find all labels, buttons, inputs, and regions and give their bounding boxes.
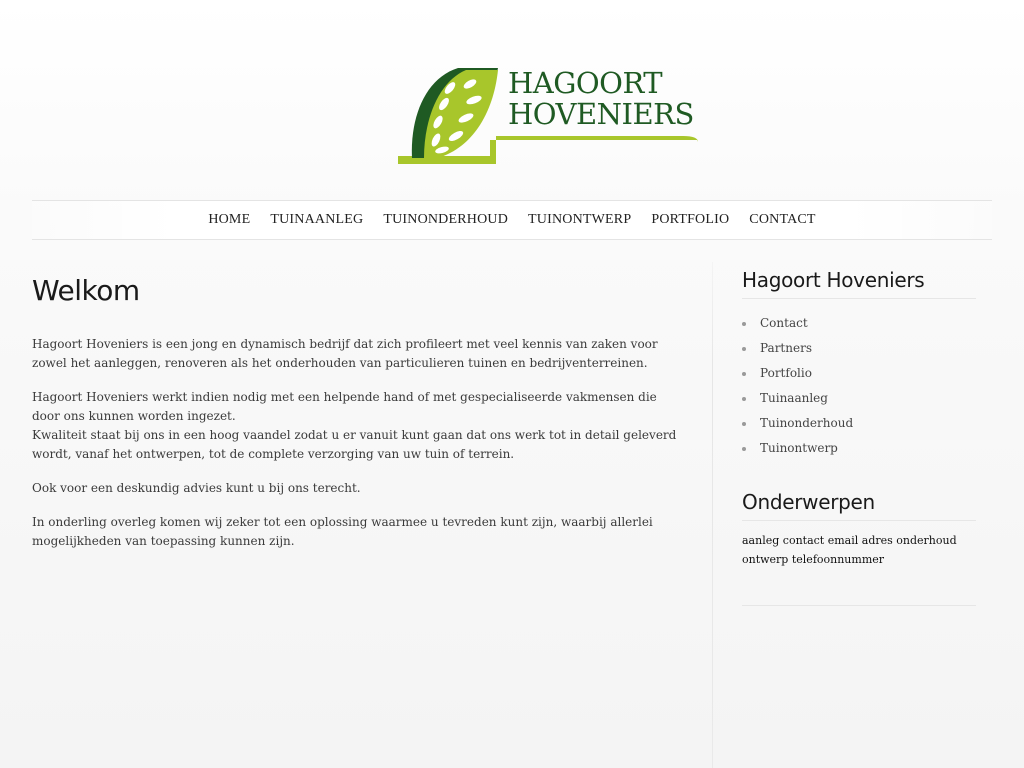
- tag-onderhoud[interactable]: onderhoud: [896, 534, 957, 547]
- bullet-icon: [742, 347, 746, 351]
- page-title: Welkom: [32, 274, 140, 307]
- list-item: [742, 336, 976, 361]
- list-item: [742, 436, 976, 461]
- tag-adres[interactable]: adres: [861, 534, 893, 547]
- bullet-icon: [742, 422, 746, 426]
- nav-tuinaanleg[interactable]: TUINAANLEG: [270, 212, 364, 227]
- main-content: [32, 262, 677, 566]
- list-item: [742, 361, 976, 386]
- list-item: [742, 311, 976, 336]
- tag-aanleg[interactable]: aanleg: [742, 534, 780, 547]
- sidebar-link-contact[interactable]: Contact: [760, 316, 808, 330]
- bullet-icon: [742, 372, 746, 376]
- sidebar-link-tuinonderhoud[interactable]: Tuinonderhoud: [760, 416, 854, 430]
- sidebar-topics-title: Onderwerpen: [742, 490, 976, 521]
- bullet-icon: [742, 447, 746, 451]
- nav-home[interactable]: HOME: [208, 212, 251, 227]
- nav-tuinonderhoud[interactable]: TUINONDERHOUD: [383, 212, 509, 227]
- column-divider: [712, 262, 713, 768]
- advice-paragraph: Ook voor een deskundig advies kunt u bij ons terecht.: [32, 481, 361, 495]
- tag-contact[interactable]: contact: [782, 534, 825, 547]
- helping-hand-text: Hagoort Hoveniers werkt indien nodig met een helpende hand of met gespecialiseerde vakmensen die door ons kunnen worden ingezet.: [32, 390, 657, 423]
- bullet-icon: [742, 397, 746, 401]
- tag-cloud: [742, 531, 976, 606]
- tag-ontwerp[interactable]: ontwerp: [742, 553, 789, 566]
- nav-contact[interactable]: CONTACT: [749, 212, 816, 227]
- sidebar: [742, 262, 976, 606]
- nav-portfolio[interactable]: PORTFOLIO: [651, 212, 730, 227]
- quality-text: Kwaliteit staat bij ons in een hoog vaandel zodat u er vanuit kunt gaan dat ons werk tot in detail geleverd wordt, vanaf het ontwerpen, tot de complete verzorging van uw tuin of terrein.: [32, 428, 677, 461]
- list-item: [742, 386, 976, 411]
- main-navigation: [32, 200, 992, 240]
- bullet-icon: [742, 322, 746, 326]
- solution-paragraph: In onderling overleg komen wij zeker tot een oplossing waarmee u tevreden kunt zijn, waarbij allerlei mogelijkheden van toepassing kunnen zijn.: [32, 515, 653, 548]
- sidebar-link-tuinontwerp[interactable]: Tuinontwerp: [760, 441, 838, 455]
- tag-telefoonnummer[interactable]: telefoonnummer: [791, 553, 885, 566]
- logo-text-line1: HAGOORT: [508, 66, 663, 100]
- list-item: [742, 411, 976, 436]
- content-paragraph: [32, 388, 677, 464]
- tag-email[interactable]: email: [827, 534, 859, 547]
- sidebar-link-portfolio[interactable]: Portfolio: [760, 366, 812, 380]
- sidebar-link-tuinaanleg[interactable]: Tuinaanleg: [760, 391, 828, 405]
- logo-text-line2: HOVENIERS: [508, 97, 694, 131]
- nav-tuinontwerp[interactable]: TUINONTWERP: [528, 212, 632, 227]
- intro-paragraph: Hagoort Hoveniers is een jong en dynamisch bedrijf dat zich profileert met veel kennis van zaken voor zowel het aanleggen, renoveren als het onderhouden van particulieren tuinen en bedrijventerreinen.: [32, 337, 658, 370]
- sidebar-pages-list: [742, 311, 976, 461]
- site-logo[interactable]: [398, 66, 700, 168]
- sidebar-pages-title: Hagoort Hoveniers: [742, 268, 976, 299]
- sidebar-link-partners[interactable]: Partners: [760, 341, 812, 355]
